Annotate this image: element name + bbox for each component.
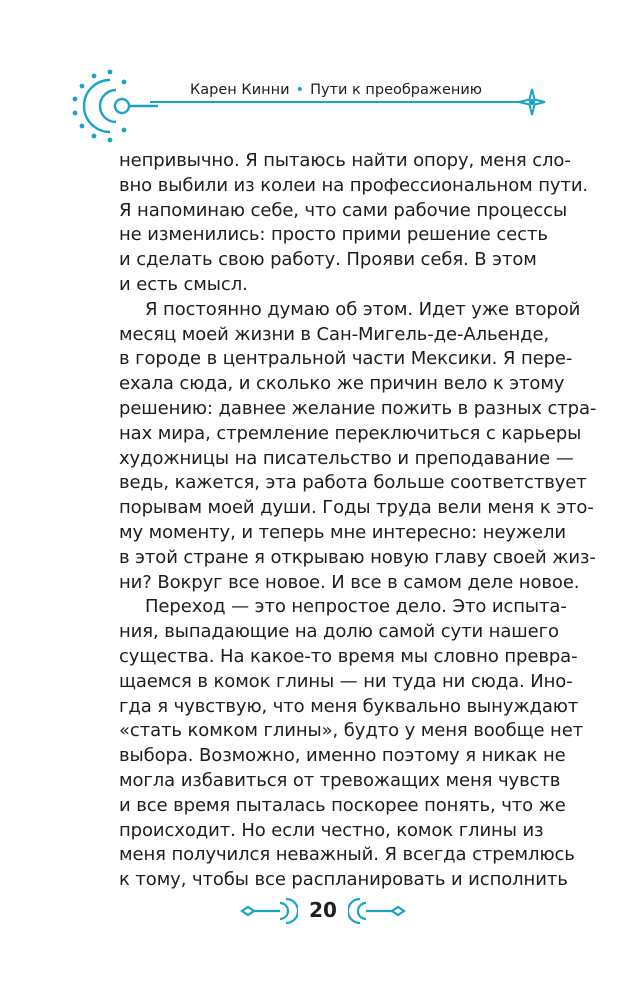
- text-line: нах мира, стремление переключиться с карьеры: [119, 422, 582, 444]
- page-number: 20: [309, 898, 337, 922]
- text-line: ведь, кажется, эта работа больше соответствует: [119, 472, 587, 494]
- text-line: «стать комком глины», будто у меня вообще нет: [119, 720, 584, 742]
- text-line: непривычно. Я пытаюсь найти опору, меня сло-: [119, 150, 571, 171]
- text-line: могла избавиться от тревожащих меня чувств: [119, 769, 561, 791]
- running-header: [184, 82, 488, 98]
- text-line: Я постоянно думаю об этом. Идет уже второй: [145, 298, 581, 320]
- header-author: Карен Кинни: [190, 82, 290, 98]
- header-rule: [150, 101, 522, 103]
- star-sparkle-icon: [518, 88, 546, 116]
- body-text: [119, 149, 597, 893]
- text-line: месяц моей жизни в Сан-Мигель-де-Альенде,: [119, 323, 550, 345]
- concentric-sun-moon-ornament-icon: [62, 62, 158, 152]
- text-line: порывам моей души. Годы труда вели меня к это-: [119, 497, 594, 519]
- text-line: щаемся в комок глины — ни туда ни сюда. Ино-: [119, 670, 573, 692]
- crescent-arrow-right-ornament-icon: [348, 896, 406, 926]
- text-line: выбора. Возможно, именно поэтому я никак не: [119, 745, 566, 767]
- header-book-title: Пути к преображению: [310, 82, 482, 98]
- text-line: существа. На какое-то время мы словно превра-: [119, 645, 578, 667]
- text-line: ехала сюда, и сколько же причин вело к этому: [119, 373, 565, 395]
- text-line: решению: давнее желание пожить в разных стра-: [119, 397, 597, 419]
- text-line: художницы на писательство и преподавание —: [119, 447, 574, 469]
- text-line: происходит. Но если честно, комок глины из: [119, 819, 544, 841]
- text-line: и есть смысл.: [119, 273, 248, 295]
- text-line: гда я чувствую, что меня буквально вынуждают: [119, 695, 579, 717]
- text-line: Переход — это непростое дело. Это испыта-: [145, 596, 567, 618]
- text-line: и сделать свою работу. Прояви себя. В этом: [119, 249, 537, 271]
- text-line: и все время пыталась поскорее понять, что же: [119, 794, 566, 816]
- text-line: в этой стране я открываю новую главу своей жиз-: [119, 546, 596, 568]
- text-line: меня получился неважный. Я всегда стремлюсь: [119, 844, 575, 866]
- text-line: Я напоминаю себе, что сами рабочие процессы: [119, 199, 568, 221]
- text-line: ни? Вокруг все новое. И все в самом деле новое.: [119, 571, 580, 593]
- text-line: не изменились: просто прими решение сесть: [119, 224, 548, 246]
- text-line: в городе в центральной части Мексики. Я пере-: [119, 348, 573, 370]
- text-line: вно выбили из колеи на профессиональном пути.: [119, 174, 589, 196]
- header-separator: •: [295, 82, 305, 98]
- text-line: ния, выпадающие на долю самой сути нашего: [119, 621, 559, 643]
- crescent-arrow-left-ornament-icon: [240, 896, 298, 926]
- page-footer: [240, 896, 410, 926]
- text-line: к тому, чтобы все распланировать и исполнить: [119, 869, 568, 891]
- text-line: му моменту, и теперь мне интересно: неужели: [119, 521, 566, 543]
